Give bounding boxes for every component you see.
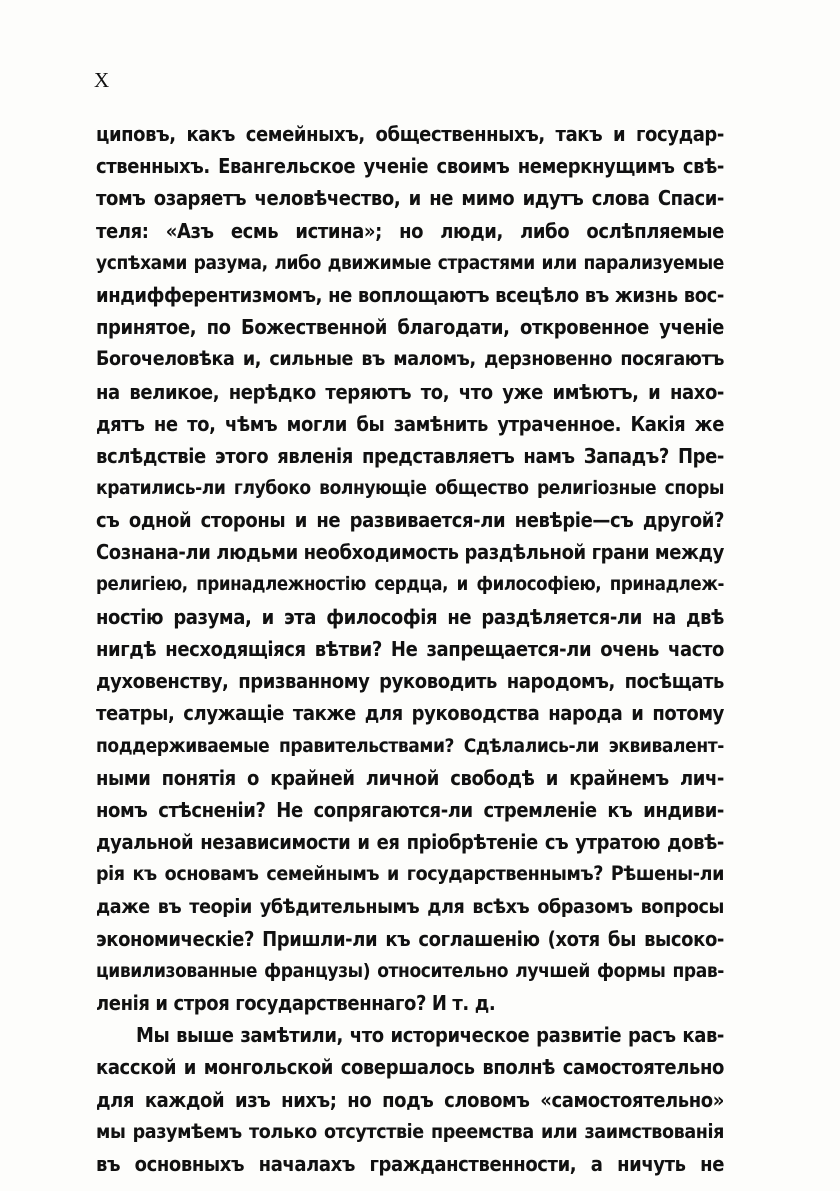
text-line: на великое, нерѣдко теряютъ то, что уже имѣютъ, и нахо-	[96, 379, 724, 404]
text-line: томъ озаряетъ человѣчество, и не мимо идутъ слова Спаси-	[96, 186, 724, 211]
text-line: театры, служащіе также для руководства народа и потому	[96, 701, 724, 726]
text-line: ственныхъ. Евангельское ученіе своимъ немеркнущимъ свѣ-	[96, 154, 724, 179]
text-line: даже въ теоріи убѣдительнымъ для всѣхъ образомъ вопросы	[96, 894, 724, 918]
text-line: рія къ основамъ семейнымъ и государственнымъ? Рѣшены-ли	[96, 862, 724, 886]
text-line: Сознана-ли людьми необходимость раздѣльной грани между	[96, 540, 724, 565]
text-line: поддерживаемые правительствами? Сдѣлались-ли эквивалент-	[96, 734, 724, 757]
paragraph-1	[96, 118, 724, 1019]
text-line: для каждой изъ нихъ; но подъ словомъ «самостоятельно»	[96, 1087, 724, 1112]
text-line: религіею, принадлежностію сердца, и философіею, принадлеж-	[96, 573, 724, 595]
paragraph-2	[96, 1019, 724, 1180]
text-line: духовенству, призванному руководить народомъ, посѣщать	[96, 669, 724, 694]
text-line: касской и монгольской совершалось вполнѣ самостоятельно	[96, 1055, 724, 1080]
text-line: экономическіе? Пришли-ли къ соглашенію (хотя бы высоко-	[96, 926, 724, 951]
text-line: вслѣдствіе этого явленія представляетъ намъ Западъ? Пре-	[96, 443, 724, 468]
text-line: принятое, по Божественной благодати, откровенное ученіе	[96, 315, 724, 340]
text-line: дятъ не то, чѣмъ могли бы замѣнить утраченное. Какія же	[96, 411, 724, 436]
text-line: теля: «Азъ есмь истина»; но люди, либо ослѣпляемые	[96, 218, 724, 243]
page-number: X	[94, 68, 111, 92]
text-line: дуальной независимости и ея пріобрѣтеніе съ утратою довѣ-	[96, 830, 724, 855]
text-line: успѣхами разума, либо движимые страстями или парализуемые	[96, 251, 724, 274]
text-line: ленія и строя государственнаго? И т. д.	[96, 991, 496, 1016]
text-line: индифферентизмомъ, не воплощаютъ всецѣло въ жизнь вос-	[96, 282, 724, 307]
text-line: ными понятія о крайней личной свободѣ и крайнемъ лич-	[96, 765, 724, 790]
text-line: въ основныхъ началахъ гражданственности, а ничуть не	[96, 1152, 724, 1176]
body-text	[96, 118, 724, 1180]
text-line: нигдѣ несходящіяся вѣтви? Не запрещается-ли очень часто	[96, 637, 724, 661]
text-line: ностію разума, и эта философія не раздѣляется-ли на двѣ	[96, 604, 724, 629]
text-line: кратились-ли глубоко волнующіе общество религіозные споры	[96, 477, 724, 500]
text-line: циповъ, какъ семейныхъ, общественныхъ, такъ и государ-	[96, 122, 724, 146]
text-line: Мы выше замѣтили, что историческое развитіе расъ кав-	[136, 1023, 724, 1048]
text-line: номъ стѣсненіи? Не сопрягаются-ли стремленіе къ индиви-	[96, 797, 724, 822]
text-line: цивилизованные французы) относительно лучшей формы прав-	[96, 959, 724, 982]
text-line: мы разумѣемъ только отсутствіе преемства или заимствованія	[96, 1119, 724, 1143]
text-line: Богочеловѣка и, сильные въ маломъ, дерзновенно посягаютъ	[96, 347, 724, 371]
text-line: съ одной стороны и не развивается-ли невѣріе—съ другой?	[96, 508, 724, 533]
